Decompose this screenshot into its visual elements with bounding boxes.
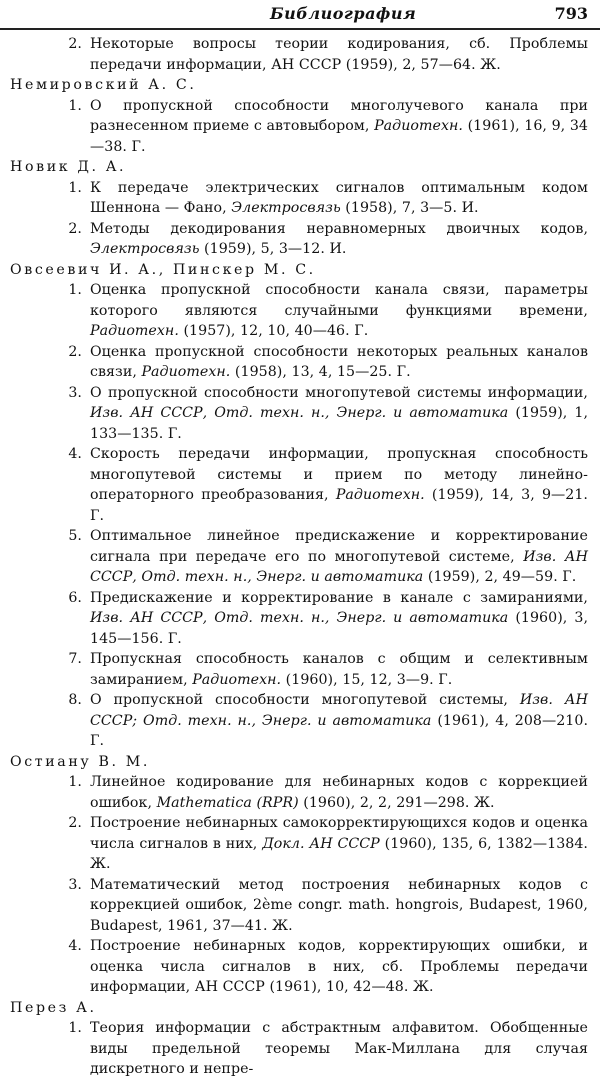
- entry-number: 1.: [68, 97, 82, 114]
- bibliography-entry: [0, 649, 600, 690]
- entry-text-part: (1957), 12, 10, 40—46. Г.: [178, 323, 369, 339]
- entry-number: 2.: [68, 343, 82, 360]
- header-rule: [0, 28, 600, 30]
- entry-number: 2.: [68, 815, 82, 831]
- bibliography-entry: [0, 178, 600, 219]
- entry-text: [90, 690, 588, 752]
- bibliography-entry: [0, 1018, 600, 1080]
- bibliography-entry: [0, 690, 600, 752]
- entry-text-part: Математический метод построения небинарных кодов с коррекцией ошибок, 2ème congr. math. hongrois, Budapest, 1960, Budapest, 1961, 37—41. Ж.: [90, 876, 588, 934]
- bibliography-entry: [0, 96, 600, 158]
- journal-name: Изв. АН СССР, Отд. техн. н., Энерг. и автоматика: [90, 610, 509, 626]
- entry-text-part: Теория информации с абстрактным алфавитом. Обобщенные виды предельной теоремы Мак-Миллана для случая дискретного и непре-: [90, 1020, 588, 1077]
- author-heading: Перез А.: [10, 999, 97, 1016]
- entry-text-part: (1959), 5, 3—12. И.: [199, 241, 347, 257]
- entry-text-part: Построение небинарных самокорректирующихся кодов и оценка числа сигналов в них,: [90, 815, 588, 852]
- entry-number: 2.: [68, 220, 82, 237]
- entry-number: 1.: [68, 282, 82, 298]
- bibliography-entry: [0, 813, 600, 875]
- entry-text: [90, 813, 588, 875]
- entry-text: [90, 178, 588, 219]
- entry-text: [90, 772, 588, 813]
- entry-text-part: (1960), 3, 145—156. Г.: [90, 610, 589, 647]
- journal-name: Электросвязь: [231, 200, 341, 216]
- journal-name: Радиотехн.: [90, 323, 179, 339]
- entry-text-part: О пропускной способности многопутевой системы,: [90, 692, 520, 708]
- entry-text-part: Предискажение и корректирование в канале с замираниями,: [90, 589, 588, 606]
- entry-text-part: О пропускной способности многопутевой системы информации,: [90, 384, 588, 401]
- entry-text: [90, 1018, 588, 1080]
- journal-name: Радиотехн.: [141, 364, 231, 380]
- entry-text-part: Пропускная способность каналов с общим и селективным замиранием,: [90, 651, 588, 688]
- bibliography-entry: [0, 444, 600, 526]
- entry-text-part: (1959), 14, 3, 9—21. Г.: [90, 487, 588, 524]
- journal-name: Электросвязь: [90, 241, 200, 257]
- journal-name: Радиотехн.: [335, 487, 425, 503]
- entry-text-part: (1961), 4, 208—210. Г.: [90, 712, 589, 749]
- page-header: [0, 0, 600, 30]
- entry-text-part: (1958), 7, 3—5. И.: [340, 200, 479, 216]
- entry-text-part: К передаче электрических сигналов оптимальным кодом Шеннона — Фано,: [90, 179, 588, 216]
- entry-text-part: Линейное кодирование для небинарных кодов с коррекцией ошибок,: [90, 774, 588, 811]
- entry-number: 8.: [68, 692, 82, 708]
- entry-text-part: Оптимальное линейное предискажение и корректирование сигнала при передаче его по многопутевой системе,: [90, 528, 588, 565]
- bibliography-list: [0, 34, 600, 1080]
- entry-text: [90, 588, 588, 650]
- entry-number: 7.: [68, 651, 82, 667]
- journal-name: Радиотехн.: [374, 118, 463, 134]
- entry-text: [90, 383, 588, 445]
- entry-text-part: О пропускной способности многолучевого канала при разнесенном приеме с автовыбором,: [90, 97, 588, 134]
- journal-name: Радиотехн.: [192, 671, 282, 688]
- running-title: Библиография: [270, 4, 417, 23]
- entry-text: [90, 280, 588, 342]
- entry-text-part: (1960), 135, 6, 1382—1384. Ж.: [90, 835, 588, 872]
- bibliography-entry: [0, 875, 600, 937]
- page-number: 793: [554, 4, 588, 23]
- entry-number: 1.: [68, 774, 82, 790]
- entry-text-part: Оценка пропускной способности канала связи, параметры которого являются случайными функциями времени,: [90, 282, 588, 319]
- entry-text: [90, 649, 588, 690]
- entry-number: 2.: [68, 36, 82, 52]
- bibliography-entry: [0, 34, 600, 75]
- author-heading: Немировский А. С.: [10, 77, 197, 93]
- bibliography-entry: [0, 526, 600, 588]
- entry-number: 3.: [68, 876, 82, 893]
- author-heading: Остиану В. М.: [10, 753, 150, 770]
- entry-number: 3.: [68, 384, 82, 401]
- author-heading: Овсеевич И. А., Пинскер М. С.: [10, 261, 316, 278]
- entry-text-part: Некоторые вопросы теории кодирования, сб. Проблемы передачи информации, АН СССР (1959), 2, 57—64. Ж.: [90, 36, 588, 73]
- author-heading: Новик Д. А.: [10, 159, 127, 175]
- entry-number: 1.: [68, 1020, 82, 1036]
- journal-name: Докл. АН СССР: [262, 835, 380, 852]
- entry-text-part: (1959), 2, 49—59. Г.: [423, 569, 577, 585]
- journal-name: Изв. АН СССР, Отд. техн. н., Энерг. и автоматика: [90, 548, 588, 585]
- bibliography-entry: [0, 588, 600, 650]
- entry-text-part: (1959), 1, 133—135. Г.: [90, 405, 589, 442]
- entry-number: 4.: [68, 938, 82, 954]
- entry-text-part: (1958), 13, 4, 15—25. Г.: [230, 364, 411, 380]
- entry-text: [90, 342, 588, 383]
- bibliography-entry: [0, 383, 600, 445]
- entry-text-part: Методы декодирования неравномерных двоичных кодов,: [90, 220, 588, 237]
- entry-text-part: Скорость передачи информации, пропускная способность многопутевой системы и прием по методу линейно-операторного преобразования,: [90, 446, 588, 503]
- bibliography-entry: [0, 219, 600, 260]
- entry-text: [90, 219, 588, 260]
- journal-name: Mathematica (RPR): [156, 794, 299, 811]
- entry-number: 6.: [68, 589, 82, 606]
- journal-name: Изв. АН СССР, Отд. техн. н., Энерг. и автоматика: [90, 405, 509, 421]
- bibliography-entry: [0, 936, 600, 998]
- entry-text: [90, 96, 588, 158]
- entry-text-part: (1960), 2, 2, 291—298. Ж.: [298, 794, 495, 811]
- journal-name: Изв. АН СССР; Отд. техн. н., Энерг. и автоматика: [90, 692, 588, 729]
- entry-text: [90, 526, 588, 588]
- entry-text-part: (1960), 15, 12, 3—9. Г.: [281, 671, 453, 688]
- bibliography-entry: [0, 280, 600, 342]
- bibliography-entry: [0, 772, 600, 813]
- entry-text: [90, 444, 588, 526]
- entry-number: 4.: [68, 446, 82, 462]
- entry-text-part: (1961), 16, 9, 34—38. Г.: [90, 118, 588, 155]
- entry-number: 5.: [68, 528, 82, 544]
- bibliography-entry: [0, 342, 600, 383]
- entry-text: [90, 875, 588, 937]
- entry-text: [90, 936, 588, 998]
- entry-text: [90, 34, 588, 75]
- entry-number: 1.: [68, 179, 82, 196]
- entry-text-part: Построение небинарных кодов, корректирующих ошибки, и оценка числа сигналов в них, сб. Проблемы передачи информации, АН СССР (1961), 10, 42—48. Ж.: [90, 938, 588, 995]
- entry-text-part: Оценка пропускной способности некоторых реальных каналов связи,: [90, 343, 588, 380]
